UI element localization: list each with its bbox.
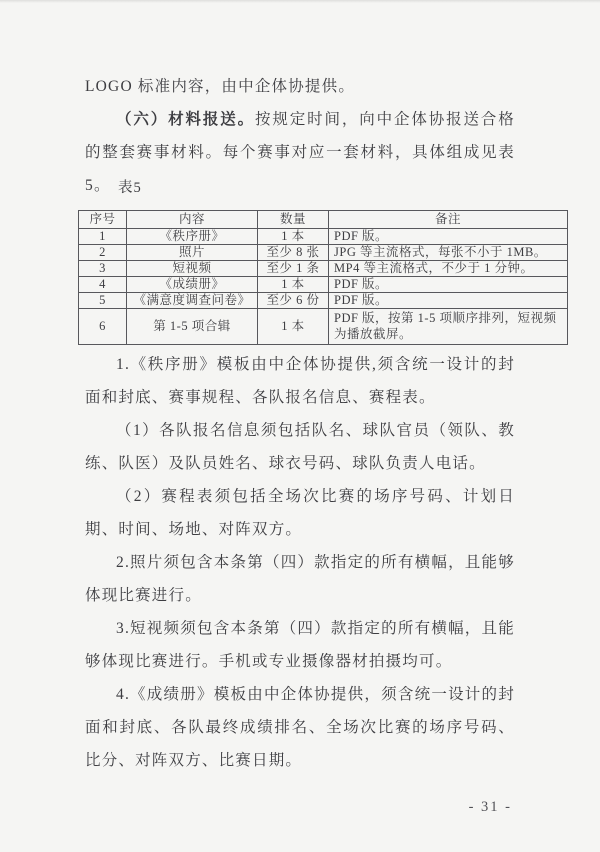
table-caption: 表5 bbox=[118, 180, 142, 196]
table-row bbox=[79, 277, 568, 293]
paragraph: 3.短视频须包含本条第（四）款指定的所有横幅，且能够体现比赛进行。手机或专业摄像器材拍摄均可。 bbox=[85, 620, 515, 670]
cell-remark: MP4 等主流格式，不少于 1 分钟。 bbox=[329, 261, 568, 277]
paragraph: （1）各队报名信息须包括队名、球队官员（领队、教练、队医）及队员姓名、球衣号码、球队负责人电话。 bbox=[85, 422, 515, 472]
cell-quantity: 至少 6 份 bbox=[258, 293, 329, 309]
cell-remark: PDF 版。 bbox=[329, 229, 568, 245]
body-text-block bbox=[85, 348, 515, 777]
cell-content: 短视频 bbox=[127, 261, 258, 277]
cell-index: 4 bbox=[79, 277, 127, 293]
table-row bbox=[79, 261, 568, 277]
cell-remark: JPG 等主流格式，每张不小于 1MB。 bbox=[329, 245, 568, 261]
cell-remark: PDF 版。 bbox=[329, 293, 568, 309]
cell-remark: PDF 版，按第 1-5 项顺序排列，短视频为播放截屏。 bbox=[329, 309, 568, 345]
header-cell-quantity: 数量 bbox=[258, 211, 329, 229]
header-cell-remark: 备注 bbox=[329, 211, 568, 229]
cell-index: 2 bbox=[79, 245, 127, 261]
cell-content: 《成绩册》 bbox=[127, 277, 258, 293]
cell-content: 《满意度调查问卷》 bbox=[127, 293, 258, 309]
cell-content: 照片 bbox=[127, 245, 258, 261]
cell-content: 第 1-5 项合辑 bbox=[127, 309, 258, 345]
cell-quantity: 1 本 bbox=[258, 229, 329, 245]
materials-table bbox=[78, 210, 568, 345]
cell-index: 3 bbox=[79, 261, 127, 277]
table-header-row bbox=[79, 211, 568, 229]
paragraph: （2）赛程表须包括全场次比赛的场序号码、计划日期、时间、场地、对阵双方。 bbox=[85, 488, 515, 538]
cell-quantity: 1 本 bbox=[258, 277, 329, 293]
cell-index: 1 bbox=[79, 229, 127, 245]
header-cell-index: 序号 bbox=[79, 211, 127, 229]
paragraph-section bbox=[85, 103, 515, 202]
cell-quantity: 至少 1 条 bbox=[258, 261, 329, 277]
table-row bbox=[79, 309, 568, 345]
cell-quantity: 至少 8 张 bbox=[258, 245, 329, 261]
table-row bbox=[79, 293, 568, 309]
cell-remark: PDF 版。 bbox=[329, 277, 568, 293]
paragraph: 2.照片须包含本条第（四）款指定的所有横幅，且能够体现比赛进行。 bbox=[85, 554, 515, 604]
top-text-block bbox=[85, 70, 515, 202]
cell-index: 5 bbox=[79, 293, 127, 309]
paragraph: 1.《秩序册》模板由中企体协提供,须含统一设计的封面和封底、赛事规程、各队报名信息、赛程表。 bbox=[85, 356, 515, 406]
section-label: （六）材料报送。 bbox=[116, 111, 256, 128]
paragraph: 4.《成绩册》模板由中企体协提供，须含统一设计的封面和封底、各队最终成绩排名、全场次比赛的场序号码、比分、对阵双方、比赛日期。 bbox=[85, 686, 515, 769]
cell-quantity: 1 本 bbox=[258, 309, 329, 345]
section-text: 按规定时间，向中企体协报送合格的整套赛事材料。每个赛事对应一套材料，具体组成见表5。 bbox=[85, 111, 515, 194]
header-cell-content: 内容 bbox=[127, 211, 258, 229]
page-number: - 31 - bbox=[468, 799, 512, 815]
table-row bbox=[79, 245, 568, 261]
table-row bbox=[79, 229, 568, 245]
paragraph-logo-line: LOGO 标准内容，由中企体协提供。 bbox=[85, 78, 356, 95]
cell-index: 6 bbox=[79, 309, 127, 345]
cell-content: 《秩序册》 bbox=[127, 229, 258, 245]
